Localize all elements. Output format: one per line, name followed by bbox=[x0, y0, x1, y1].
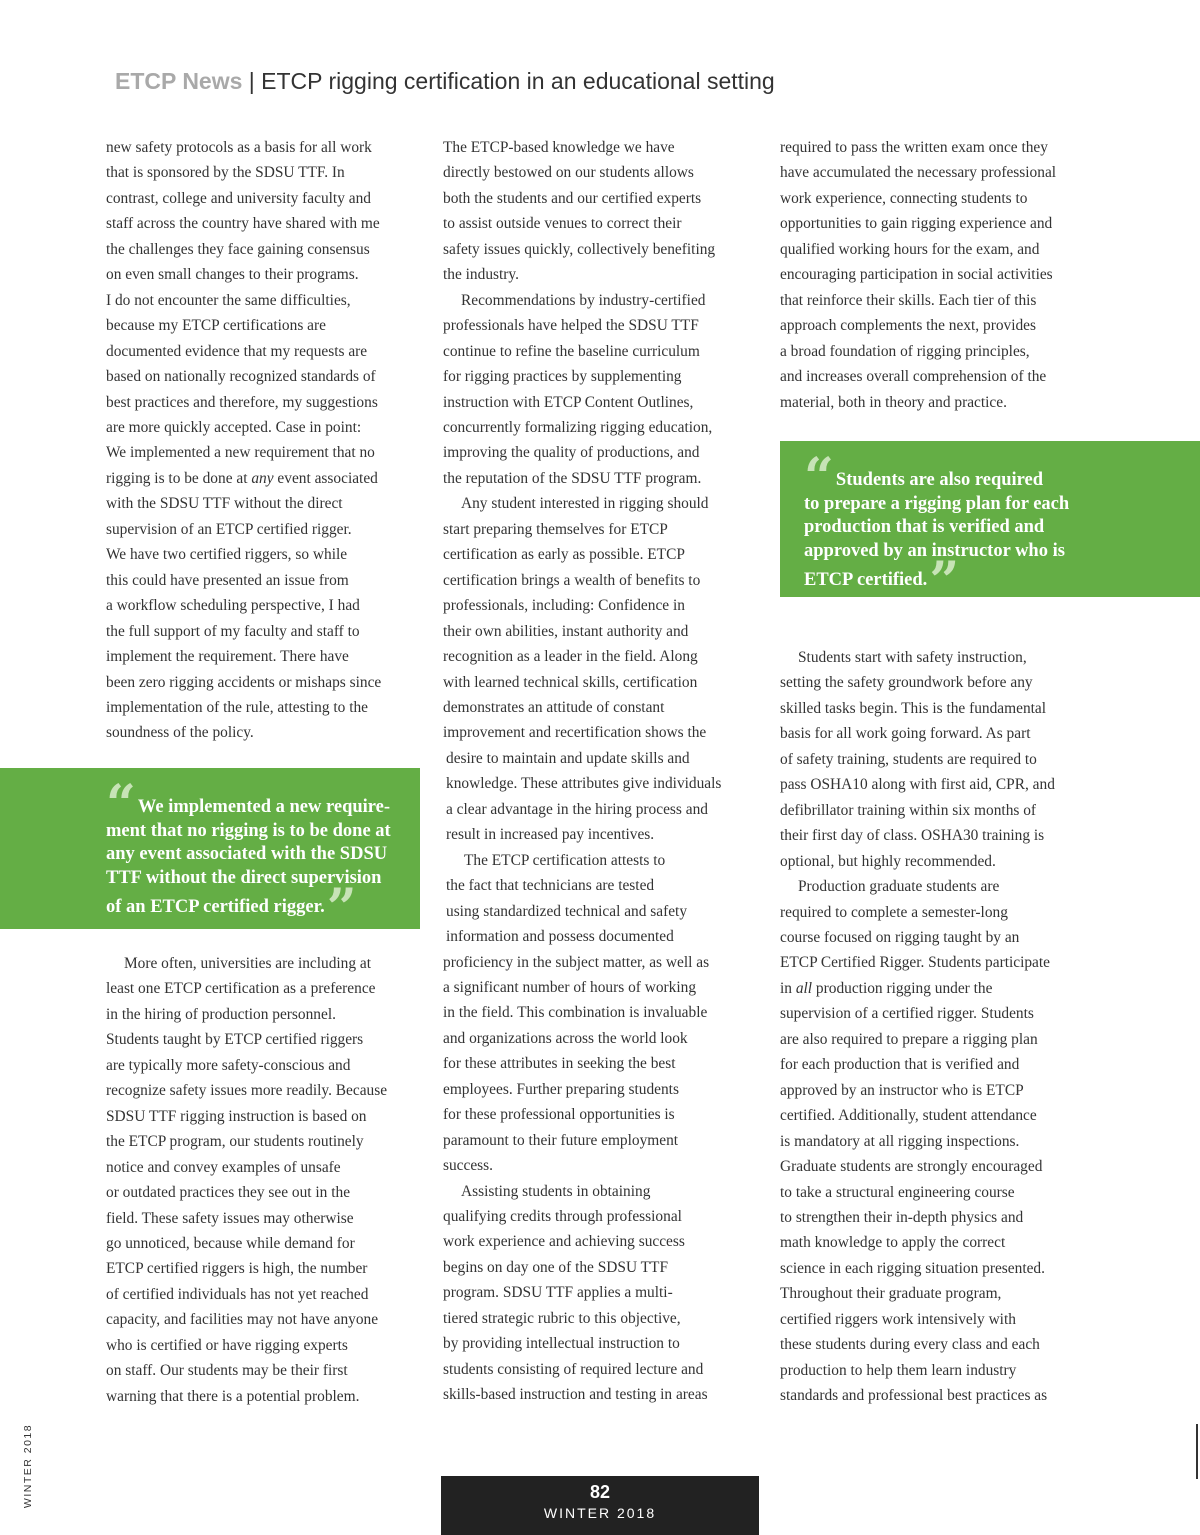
quote-text: ETCP certified. bbox=[804, 570, 928, 590]
text-line: employees. Further preparing students bbox=[443, 1080, 679, 1098]
text-line: the industry. bbox=[443, 266, 519, 284]
text-line: the reputation of the SDSU TTF program. bbox=[443, 469, 702, 487]
open-quote-icon: “ bbox=[106, 774, 136, 835]
text-line: supervision of a certified rigger. Students bbox=[780, 1005, 1034, 1023]
text-line: production to help them learn industry bbox=[780, 1361, 1017, 1379]
text-line: to take a structural engineering course bbox=[780, 1183, 1015, 1201]
text-line: who is certified or have rigging experts bbox=[106, 1336, 348, 1354]
text-line: start preparing themselves for ETCP bbox=[443, 520, 668, 538]
close-quote-icon: ” bbox=[929, 551, 960, 612]
quote-line: ment that no rigging is to be done at bbox=[106, 820, 391, 841]
text-line: both the students and our certified experts bbox=[443, 189, 702, 207]
text-line: approach complements the next, provides bbox=[780, 317, 1037, 335]
text-line: these students during every class and each bbox=[780, 1336, 1040, 1354]
text-line: We have two certified riggers, so while bbox=[106, 546, 348, 564]
text-line: basis for all work going forward. As part bbox=[780, 725, 1031, 743]
text-line: Students start with safety instruction, bbox=[798, 649, 1027, 666]
text-line: with the SDSU TTF without the direct bbox=[106, 495, 343, 513]
text-line: for rigging practices by supplementing bbox=[443, 368, 682, 386]
text-line: improvement and recertification shows the bbox=[443, 724, 707, 742]
text-line: approved by an instructor who is ETCP bbox=[780, 1081, 1024, 1099]
text-line: that is sponsored by the SDSU TTF. In bbox=[106, 164, 345, 182]
text-line: field. These safety issues may otherwise bbox=[106, 1209, 354, 1227]
text-line: supervision of an ETCP certified rigger. bbox=[106, 520, 352, 538]
text-line: implementation of the rule, attesting to the bbox=[106, 698, 369, 716]
text-line bbox=[106, 466, 426, 491]
text-line: knowledge. These attributes give individuals bbox=[446, 775, 722, 793]
text-line: concurrently formalizing rigging education, bbox=[443, 418, 713, 436]
text-line: ETCP Certified Rigger. Students participate bbox=[780, 954, 1050, 972]
quote-text: We implemented a new require- bbox=[137, 797, 391, 817]
text-line: directly bestowed on our students allows bbox=[443, 164, 694, 182]
text-line: safety issues quickly, collectively benefiting bbox=[443, 240, 716, 258]
quote-line bbox=[106, 878, 391, 939]
text-line: certification brings a wealth of benefits to bbox=[443, 571, 701, 589]
quote-line bbox=[804, 551, 1069, 612]
text-line: and increases overall comprehension of the bbox=[780, 368, 1047, 386]
text-line: Assisting students in obtaining bbox=[461, 1182, 651, 1200]
page-footer bbox=[441, 1476, 759, 1535]
text-line: continue to refine the baseline curriculum bbox=[443, 342, 700, 360]
quote-line: any event associated with the SDSU bbox=[106, 844, 388, 864]
text-line: are more quickly accepted. Case in point: bbox=[106, 418, 362, 436]
quote-line: to prepare a rigging plan for each bbox=[804, 493, 1070, 514]
column-2 bbox=[443, 135, 763, 1408]
text-line: paramount to their future employment bbox=[443, 1131, 679, 1149]
text-line: work experience and achieving success bbox=[443, 1233, 685, 1251]
text-line: for these professional opportunities is bbox=[443, 1106, 675, 1124]
text-line: tiered strategic rubric to this objective, bbox=[443, 1309, 681, 1327]
text-line: go unnoticed, because while demand for bbox=[106, 1234, 355, 1252]
text-line: been zero rigging accidents or mishaps since bbox=[106, 673, 382, 691]
text-line bbox=[780, 976, 1100, 1001]
pull-quote-2 bbox=[780, 441, 1200, 612]
quote-line: approved by an instructor who is bbox=[804, 540, 1065, 561]
text-segment: event associated bbox=[273, 469, 378, 487]
text-line: staff across the country have shared with me bbox=[106, 215, 380, 233]
text-line: warning that there is a potential problem. bbox=[106, 1387, 360, 1405]
text-line: contrast, college and university faculty and bbox=[106, 189, 371, 207]
text-line: the ETCP program, our students routinely bbox=[106, 1133, 364, 1151]
text-segment: in bbox=[780, 979, 796, 997]
text-line: Students taught by ETCP certified riggers bbox=[106, 1031, 364, 1049]
text-line: We implemented a new requirement that no bbox=[106, 444, 375, 462]
column-1-upper bbox=[106, 135, 426, 746]
text-line: documented evidence that my requests are bbox=[106, 342, 368, 360]
emphasis-any: any bbox=[251, 469, 274, 487]
page-number: 82 bbox=[589, 1482, 611, 1502]
text-line: proficiency in the subject matter, as well as bbox=[443, 953, 710, 971]
text-line: opportunities to gain rigging experience and bbox=[780, 215, 1053, 233]
text-line: the fact that technicians are tested bbox=[446, 877, 655, 895]
quote-text: of an ETCP certified rigger. bbox=[106, 897, 325, 917]
text-line: qualified working hours for the exam, and bbox=[780, 240, 1040, 258]
text-line: material, both in theory and practice. bbox=[780, 393, 1007, 411]
quote-text: Students are also required bbox=[835, 470, 1044, 490]
pull-quote-1 bbox=[0, 768, 420, 939]
text-line: skills-based instruction and testing in areas bbox=[443, 1386, 708, 1404]
text-line: Throughout their graduate program, bbox=[780, 1285, 1002, 1303]
text-line: to strengthen their in-depth physics and bbox=[780, 1208, 1024, 1226]
text-line: based on nationally recognized standards of bbox=[106, 368, 376, 386]
text-line: math knowledge to apply the correct bbox=[780, 1234, 1006, 1252]
open-quote-icon: “ bbox=[804, 447, 834, 508]
text-line: Any student interested in rigging should bbox=[461, 495, 709, 513]
text-line: their own abilities, instant authority and bbox=[443, 622, 689, 640]
text-line: recognition as a leader in the field. Along bbox=[443, 648, 698, 666]
pull-quote-2-text bbox=[804, 447, 1070, 612]
close-quote-icon: ” bbox=[326, 878, 357, 939]
text-line: work experience, connecting students to bbox=[780, 189, 1028, 207]
emphasis-all: all bbox=[795, 979, 813, 997]
text-line: for these attributes in seeking the best bbox=[443, 1055, 676, 1073]
text-line: to assist outside venues to correct their bbox=[443, 215, 682, 233]
quote-line: TTF without the direct supervision bbox=[106, 867, 382, 888]
text-line: pass OSHA10 along with first aid, CPR, and bbox=[780, 776, 1055, 794]
text-line: professionals have helped the SDSU TTF bbox=[443, 317, 699, 335]
text-line: and organizations across the world look bbox=[443, 1029, 688, 1047]
text-line: are also required to prepare a rigging plan bbox=[780, 1030, 1038, 1048]
text-line: SDSU TTF rigging instruction is based on bbox=[106, 1107, 367, 1125]
text-line: least one ETCP certification as a preference bbox=[106, 980, 376, 998]
text-line: a clear advantage in the hiring process and bbox=[446, 800, 708, 818]
text-line: have accumulated the necessary professional bbox=[780, 164, 1057, 182]
text-line: improving the quality of productions, and bbox=[443, 444, 700, 462]
text-line: certified. Additionally, student attendance bbox=[780, 1107, 1037, 1125]
text-line: a significant number of hours of working bbox=[443, 978, 697, 996]
text-line: I do not encounter the same difficulties, bbox=[106, 291, 351, 309]
text-line: or outdated practices they see out in the bbox=[106, 1184, 351, 1202]
text-line: The ETCP certification attests to bbox=[464, 851, 666, 869]
column-3-lower bbox=[780, 645, 1100, 1409]
text-line: on staff. Our students may be their first bbox=[106, 1362, 348, 1380]
text-line: of safety training, students are required to bbox=[780, 750, 1037, 768]
text-line: are typically more safety-conscious and bbox=[106, 1056, 351, 1074]
page-header bbox=[115, 64, 775, 98]
text-segment: production rigging under the bbox=[812, 979, 993, 997]
text-line: a workflow scheduling perspective, I had bbox=[106, 597, 360, 615]
text-line: the challenges they face gaining consensus bbox=[106, 240, 370, 258]
text-line: because my ETCP certifications are bbox=[106, 317, 326, 335]
text-line: soundness of the policy. bbox=[106, 724, 254, 742]
text-line: setting the safety groundwork before any bbox=[780, 674, 1033, 692]
text-line: using standardized technical and safety bbox=[446, 902, 688, 920]
text-line: by providing intellectual instruction to bbox=[443, 1335, 680, 1353]
text-line: qualifying credits through professional bbox=[443, 1208, 682, 1226]
text-line: a broad foundation of rigging principles, bbox=[780, 342, 1030, 360]
text-line: certified riggers work intensively with bbox=[780, 1310, 1016, 1328]
text-line: required to pass the written exam once they bbox=[780, 139, 1048, 156]
text-segment: rigging is to be done at bbox=[106, 469, 252, 487]
text-line: of certified individuals has not yet reached bbox=[106, 1285, 369, 1303]
header-brand: ETCP News bbox=[115, 68, 243, 94]
text-line: demonstrates an attitude of constant bbox=[443, 698, 665, 716]
column-1-lower bbox=[106, 951, 426, 1409]
text-line: for each production that is verified and bbox=[780, 1056, 1020, 1074]
text-line: Production graduate students are bbox=[798, 878, 1000, 896]
header-separator: | bbox=[248, 68, 255, 94]
text-line: optional, but highly recommended. bbox=[780, 852, 996, 870]
text-line: result in increased pay incentives. bbox=[446, 826, 655, 844]
edge-divider bbox=[1196, 1424, 1198, 1479]
text-line: is mandatory at all rigging inspections. bbox=[780, 1132, 1020, 1150]
quote-line: production that is verified and bbox=[804, 517, 1045, 537]
text-line: desire to maintain and update skills and bbox=[446, 749, 690, 767]
text-line: More often, universities are including at bbox=[124, 955, 372, 972]
text-line: professionals, including: Confidence in bbox=[443, 597, 685, 615]
text-line: science in each rigging situation presented. bbox=[780, 1259, 1045, 1277]
pull-quote-1-text bbox=[106, 774, 391, 939]
text-line: that reinforce their skills. Each tier of this bbox=[780, 291, 1037, 309]
text-line: The ETCP-based knowledge we have bbox=[443, 139, 675, 156]
text-line: on even small changes to their programs. bbox=[106, 266, 359, 284]
text-line: standards and professional best practices as bbox=[780, 1387, 1048, 1405]
text-line: Graduate students are strongly encouraged bbox=[780, 1158, 1043, 1176]
text-line: course focused on rigging taught by an bbox=[780, 928, 1020, 946]
text-line: implement the requirement. There have bbox=[106, 648, 349, 666]
text-line: in the hiring of production personnel. bbox=[106, 1005, 336, 1023]
column-3-upper bbox=[780, 135, 1100, 415]
text-line: students consisting of required lecture and bbox=[443, 1360, 704, 1378]
text-line: begins on day one of the SDSU TTF bbox=[443, 1258, 669, 1276]
text-line: Recommendations by industry-certified bbox=[461, 291, 706, 309]
text-line: in the field. This combination is invaluable bbox=[443, 1004, 708, 1022]
text-line: instruction with ETCP Content Outlines, bbox=[443, 393, 694, 411]
text-line: required to complete a semester-long bbox=[780, 903, 1008, 921]
text-line: capacity, and facilities may not have anyone bbox=[106, 1311, 379, 1329]
article-title: ETCP rigging certification in an educational setting bbox=[261, 68, 775, 94]
text-line: information and possess documented bbox=[446, 928, 674, 946]
text-line: the full support of my faculty and staff to bbox=[106, 622, 360, 640]
text-line: ETCP certified riggers is high, the number bbox=[106, 1260, 368, 1278]
footer-issue: WINTER 2018 bbox=[543, 1505, 657, 1521]
text-line: with learned technical skills, certification bbox=[443, 673, 698, 691]
text-line: program. SDSU TTF applies a multi- bbox=[443, 1284, 673, 1302]
side-issue-label: WINTER 2018 bbox=[22, 1423, 34, 1509]
text-line: best practices and therefore, my suggestions bbox=[106, 393, 378, 411]
text-line: skilled tasks begin. This is the fundamental bbox=[780, 699, 1047, 717]
text-line: encouraging participation in social activities bbox=[780, 266, 1053, 284]
text-line: recognize safety issues more readily. Because bbox=[106, 1082, 388, 1100]
text-line: notice and convey examples of unsafe bbox=[106, 1158, 341, 1176]
text-line: this could have presented an issue from bbox=[106, 571, 349, 589]
text-line: their first day of class. OSHA30 training is bbox=[780, 827, 1045, 845]
text-line: success. bbox=[443, 1157, 494, 1175]
text-line: defibrillator training within six months of bbox=[780, 801, 1037, 819]
text-line: new safety protocols as a basis for all work bbox=[106, 139, 372, 156]
text-line: certification as early as possible. ETCP bbox=[443, 546, 685, 564]
